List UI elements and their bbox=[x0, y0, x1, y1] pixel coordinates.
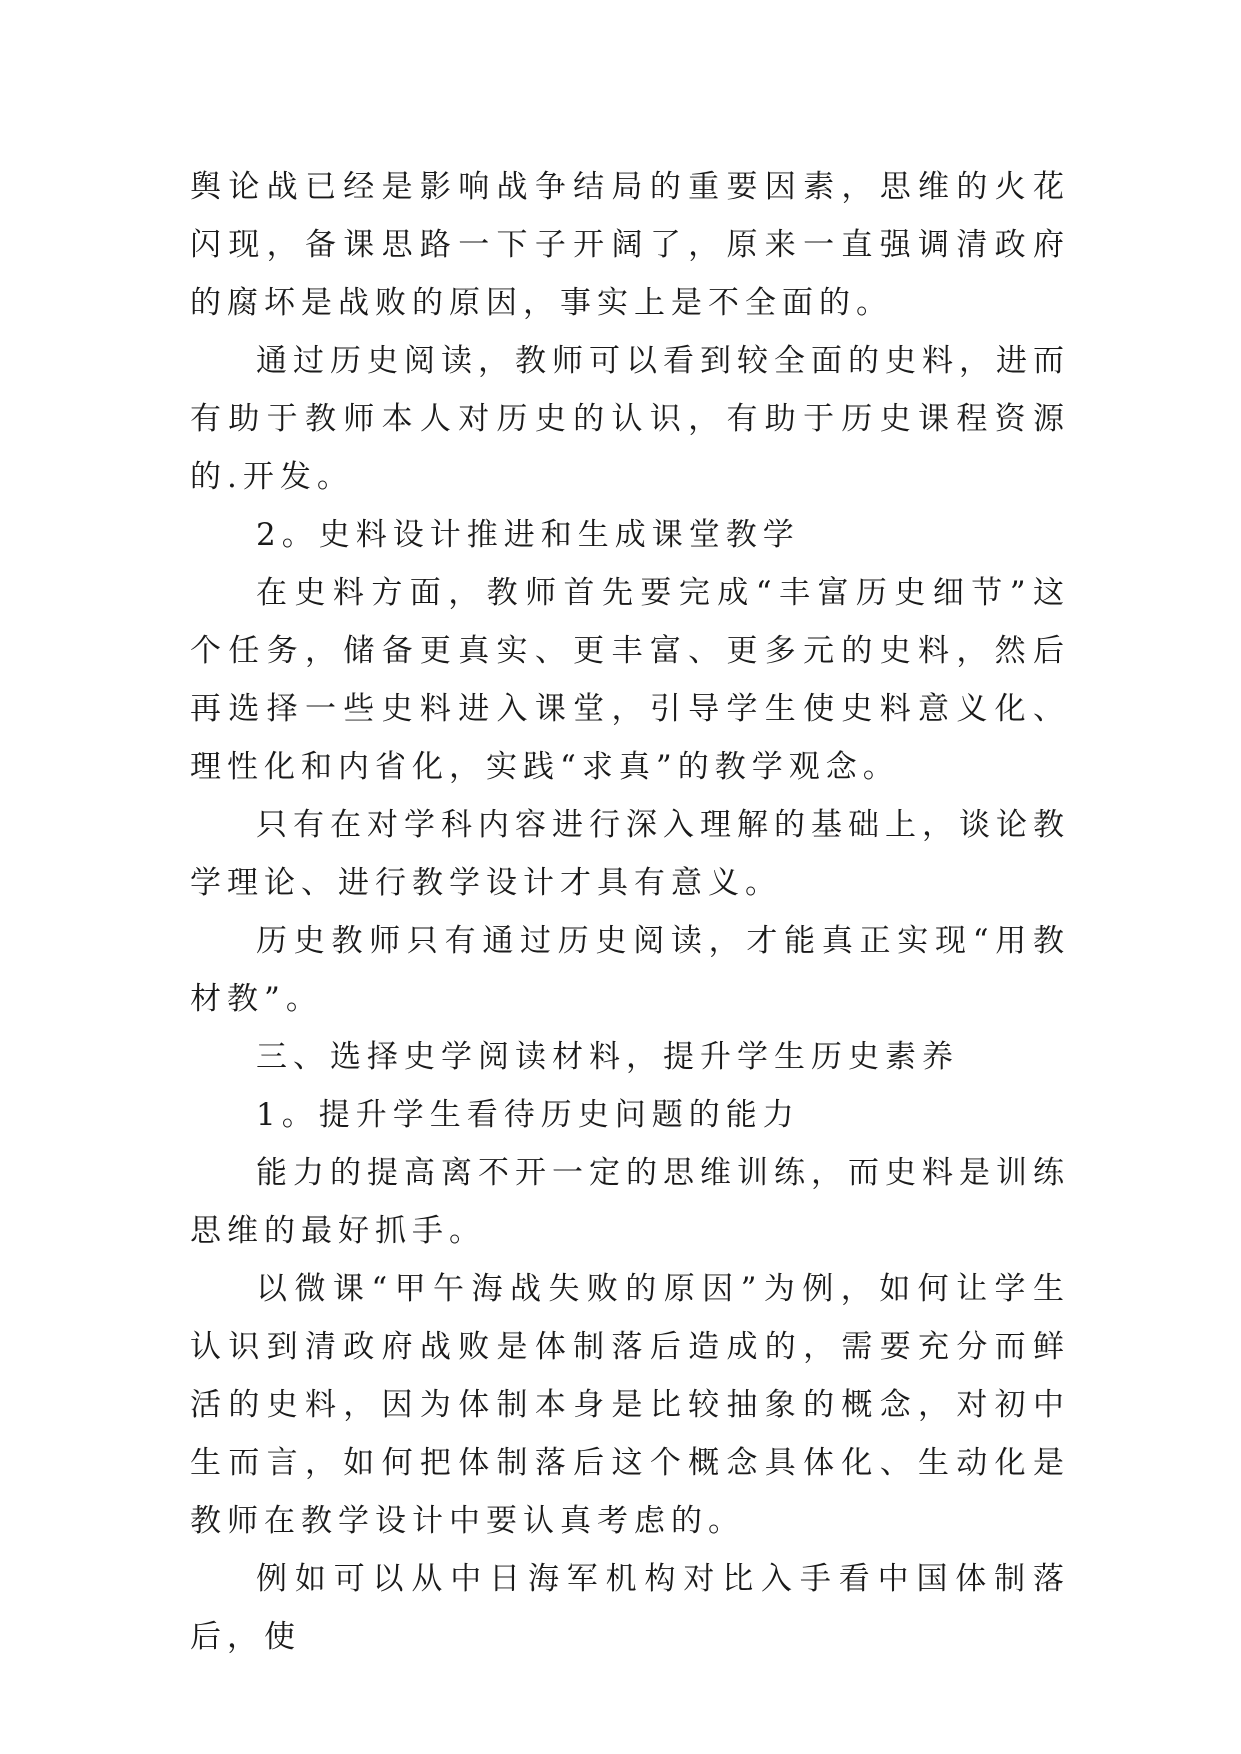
paragraph-5: 历史教师只有通过历史阅读，才能真正实现“用教材教”。 bbox=[190, 923, 1070, 1017]
paragraph-1: 舆论战已经是影响战争结局的重要因素，思维的火花闪现，备课思路一下子开阔了，原来一直强调清政府的腐坏是战败的原因，事实上是不全面的。 bbox=[190, 169, 1070, 321]
paragraph-6: 能力的提高离不开一定的思维训练，而史料是训练思维的最好抓手。 bbox=[190, 1155, 1070, 1249]
paragraph-7: 以微课“甲午海战失败的原因”为例，如何让学生认识到清政府战败是体制落后造成的，需要充分而鲜活的史料，因为体制本身是比较抽象的概念，对初中生而言，如何把体制落后这个概念具体化、生动化是教师在教学设计中要认真考虑的。 bbox=[190, 1271, 1070, 1539]
document-body bbox=[190, 158, 1070, 1666]
paragraph-8: 例如可以从中日海军机构对比入手看中国体制落后，使 bbox=[190, 1561, 1070, 1655]
paragraph-3: 在史料方面，教师首先要完成“丰富历史细节”这个任务，储备更真实、更丰富、更多元的史料，然后再选择一些史料进入课堂，引导学生使史料意义化、理性化和内省化，实践“求真”的教学观念。 bbox=[190, 575, 1070, 785]
paragraph-4: 只有在对学科内容进行深入理解的基础上，谈论教学理论、进行教学设计才具有意义。 bbox=[190, 807, 1070, 901]
paragraph-2: 通过历史阅读，教师可以看到较全面的史料，进而有助于教师本人对历史的认识，有助于历史课程资源的.开发。 bbox=[190, 343, 1070, 495]
subheading-1: 1。提升学生看待历史问题的能力 bbox=[256, 1097, 800, 1133]
subheading-2: 2。史料设计推进和生成课堂教学 bbox=[256, 517, 800, 553]
section-heading-3: 三、选择史学阅读材料，提升学生历史素养 bbox=[256, 1039, 959, 1075]
